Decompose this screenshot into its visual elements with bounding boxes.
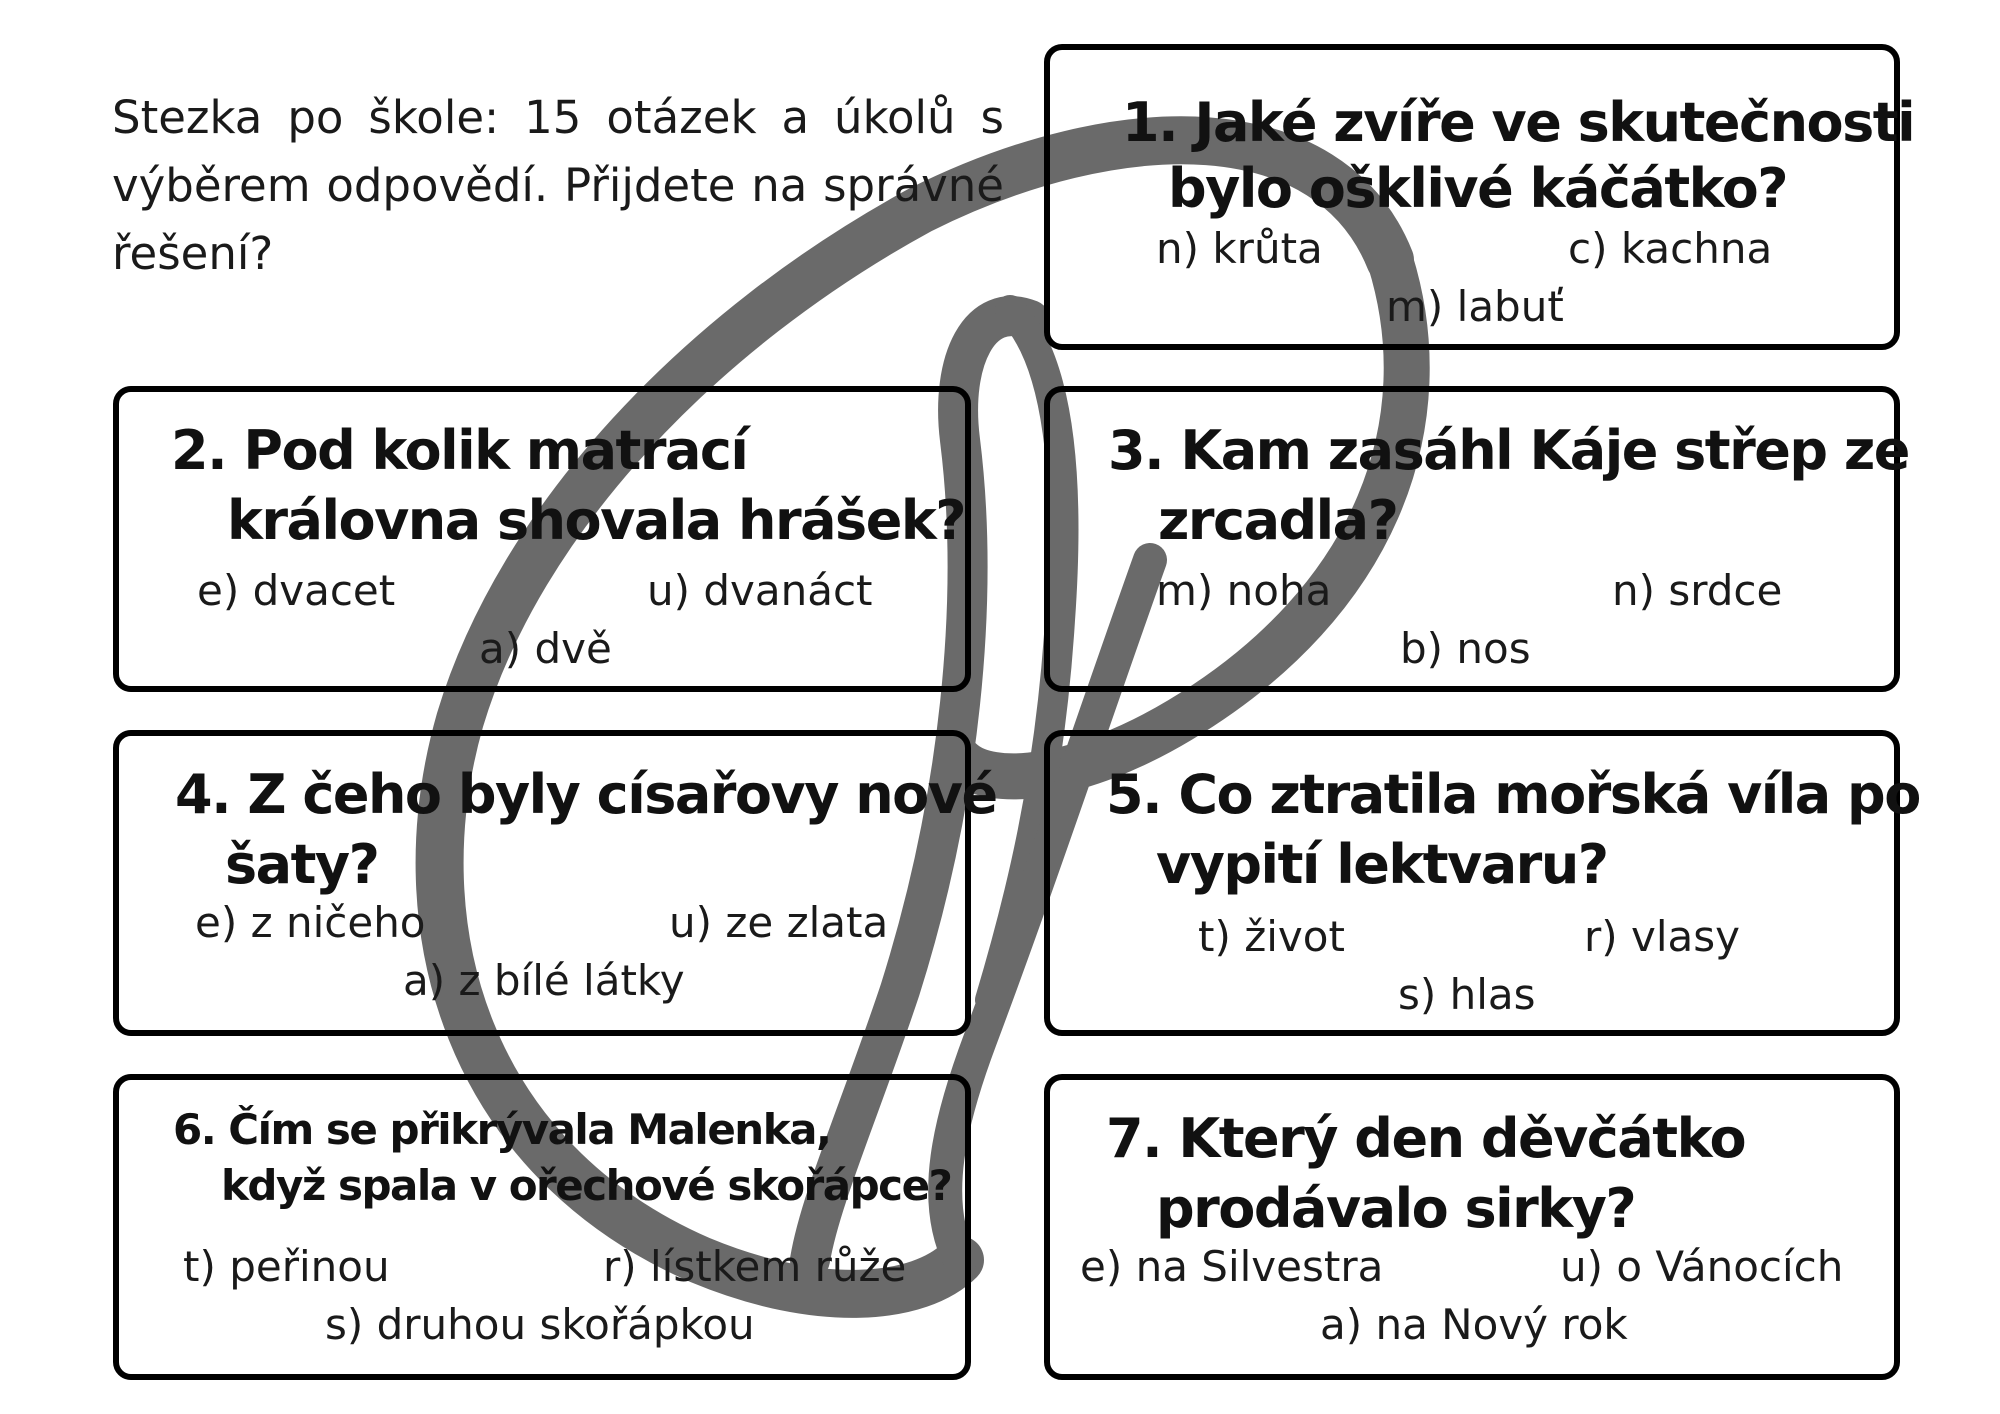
answer-1-b[interactable]: c) kachna: [1568, 224, 1773, 273]
question-7-line-2: prodávalo sirky?: [1156, 1177, 1636, 1240]
question-2-line-1: 2. Pod kolik matrací: [171, 419, 748, 482]
answer-6-b[interactable]: r) lístkem růže: [603, 1242, 907, 1291]
answer-6-c[interactable]: s) druhou skořápkou: [325, 1300, 755, 1349]
answer-3-a[interactable]: m) noha: [1156, 566, 1332, 615]
intro-text: Stezka po škole: 15 otázek a úkolů s výběrem odpovědí. Přijdete na správné řešení?: [112, 91, 1004, 280]
answer-3-b[interactable]: n) srdce: [1612, 566, 1783, 615]
question-card-6: [113, 1074, 971, 1380]
question-1-line-1: 1. Jaké zvíře ve skutečnosti: [1122, 91, 1915, 154]
answer-4-c[interactable]: a) z bílé látky: [403, 956, 685, 1005]
question-card-3: [1044, 386, 1909, 692]
answer-6-a[interactable]: t) peřinou: [183, 1242, 390, 1291]
answer-5-b[interactable]: r) vlasy: [1584, 912, 1741, 961]
question-5-line-2: vypití lektvaru?: [1156, 833, 1608, 896]
answer-2-b[interactable]: u) dvanáct: [647, 566, 873, 615]
question-1-line-2: bylo ošklivé káčátko?: [1168, 157, 1788, 220]
question-card-7: [1044, 1074, 1900, 1380]
question-4-line-2: šaty?: [225, 833, 379, 896]
answer-7-b[interactable]: u) o Vánocích: [1560, 1242, 1844, 1291]
question-card-4: [113, 730, 997, 1036]
question-card-5: [1044, 730, 1920, 1036]
question-card-1: [1044, 44, 1915, 350]
question-7-line-1: 7. Který den děvčátko: [1106, 1107, 1746, 1170]
answer-5-c[interactable]: s) hlas: [1398, 970, 1536, 1019]
answer-3-c[interactable]: b) nos: [1400, 624, 1531, 673]
question-5-line-1: 5. Co ztratila mořská víla po: [1106, 763, 1920, 826]
question-6-line-1: 6. Čím se přikrývala Malenka,: [173, 1105, 831, 1154]
question-4-line-1: 4. Z čeho byly císařovy nové: [175, 763, 997, 826]
answer-1-a[interactable]: n) krůta: [1156, 224, 1323, 273]
answer-7-c[interactable]: a) na Nový rok: [1320, 1300, 1628, 1349]
question-2-line-2: královna shovala hrášek?: [227, 489, 966, 552]
question-card-2: [113, 386, 971, 692]
question-6-line-2: když spala v ořechové skořápce?: [221, 1161, 952, 1210]
answer-7-a[interactable]: e) na Silvestra: [1080, 1242, 1384, 1291]
answer-5-a[interactable]: t) život: [1198, 912, 1345, 961]
question-3-line-1: 3. Kam zasáhl Káje střep ze: [1108, 419, 1909, 482]
answer-4-a[interactable]: e) z ničeho: [195, 898, 426, 947]
answer-4-b[interactable]: u) ze zlata: [669, 898, 889, 947]
question-3-line-2: zrcadla?: [1158, 489, 1398, 552]
answer-1-c[interactable]: m) labuť: [1386, 282, 1564, 331]
answer-2-c[interactable]: a) dvě: [479, 624, 612, 673]
answer-2-a[interactable]: e) dvacet: [197, 566, 396, 615]
